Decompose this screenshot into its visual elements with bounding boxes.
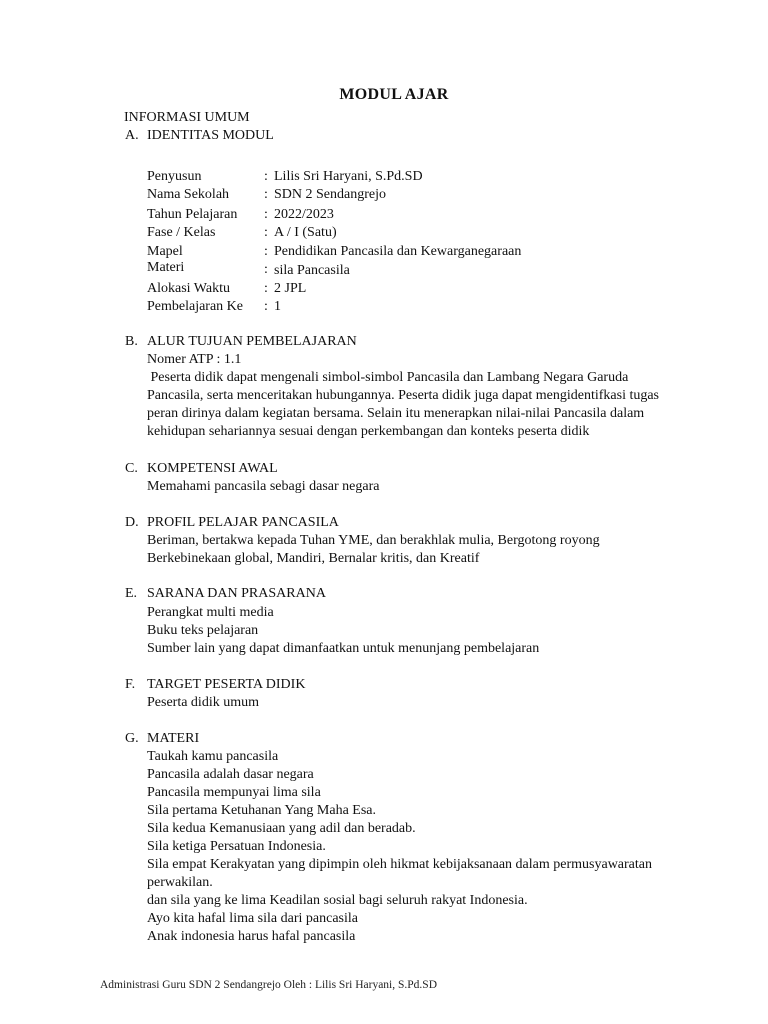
section-a-letter: A. xyxy=(125,128,139,143)
body-line: Anak indonesia harus hafal pancasila xyxy=(147,929,356,944)
body-line: Perangkat multi media xyxy=(147,605,274,620)
body-line: Pancasila mempunyai lima sila xyxy=(147,785,321,800)
body-line: kehidupan sehariannya sesuai dengan perkembangan dan konteks peserta didik xyxy=(147,424,590,439)
atp-number: Nomer ATP : 1.1 xyxy=(147,352,242,367)
identitas-colon: : xyxy=(264,262,268,277)
section-g-letter: G. xyxy=(125,731,139,746)
section-f-title: TARGET PESERTA DIDIK xyxy=(147,677,306,692)
identitas-value: 2 JPL xyxy=(274,281,307,296)
identitas-value: 1 xyxy=(274,299,281,314)
section-e-letter: E. xyxy=(125,586,138,601)
identitas-colon: : xyxy=(264,281,268,296)
page-footer: Administrasi Guru SDN 2 Sendangrejo Oleh : Lilis Sri Haryani, S.Pd.SD xyxy=(100,979,437,991)
section-c-letter: C. xyxy=(125,461,138,476)
identitas-colon: : xyxy=(264,169,268,184)
identitas-label: Mapel xyxy=(147,244,183,259)
identitas-colon: : xyxy=(264,187,268,202)
identitas-value: Pendidikan Pancasila dan Kewarganegaraan xyxy=(274,244,522,259)
body-line: Ayo kita hafal lima sila dari pancasila xyxy=(147,911,358,926)
identitas-label: Materi xyxy=(147,260,185,275)
body-line: Sila empat Kerakyatan yang dipimpin oleh hikmat kebijaksanaan dalam permusyawaratan xyxy=(147,857,652,872)
body-line: Sila kedua Kemanusiaan yang adil dan beradab. xyxy=(147,821,416,836)
section-c-title: KOMPETENSI AWAL xyxy=(147,461,278,476)
identitas-label: Penyusun xyxy=(147,169,202,184)
identitas-colon: : xyxy=(264,207,268,222)
body-line: Taukah kamu pancasila xyxy=(147,749,279,764)
section-d-letter: D. xyxy=(125,515,139,530)
body-line: Pancasila adalah dasar negara xyxy=(147,767,314,782)
identitas-label: Pembelajaran Ke xyxy=(147,299,244,314)
identitas-colon: : xyxy=(264,299,268,314)
section-a-title: IDENTITAS MODUL xyxy=(147,128,274,143)
body-line: Pancasila, serta menceritakan hubungannya. Peserta didik juga dapat mengidentifkasi tugas xyxy=(147,388,660,403)
section-d-title: PROFIL PELAJAR PANCASILA xyxy=(147,515,339,530)
body-line: Sila pertama Ketuhanan Yang Maha Esa. xyxy=(147,803,376,818)
section-b-letter: B. xyxy=(125,334,138,349)
identitas-label: Nama Sekolah xyxy=(147,187,230,202)
identitas-label: Fase / Kelas xyxy=(147,225,216,240)
section-g-title: MATERI xyxy=(147,731,200,746)
body-line: Peserta didik umum xyxy=(147,695,259,710)
page-title: MODUL AJAR xyxy=(339,86,449,103)
identitas-value: Lilis Sri Haryani, S.Pd.SD xyxy=(274,169,423,184)
identitas-value: sila Pancasila xyxy=(274,263,350,278)
identitas-value: SDN 2 Sendangrejo xyxy=(274,187,386,202)
identitas-label: Tahun Pelajaran xyxy=(147,207,238,222)
section-b-title: ALUR TUJUAN PEMBELAJARAN xyxy=(147,334,357,349)
body-line: Berkebinekaan global, Mandiri, Bernalar kritis, dan Kreatif xyxy=(147,551,480,566)
section-e-title: SARANA DAN PRASARANA xyxy=(147,586,326,601)
body-line: perwakilan. xyxy=(147,875,213,890)
body-line: peran dirinya dalam kegiatan bersama. Selain itu menerapkan nilai-nilai Pancasila dalam xyxy=(147,406,645,421)
body-line: dan sila yang ke lima Keadilan sosial bagi seluruh rakyat Indonesia. xyxy=(147,893,528,908)
body-line: Beriman, bertakwa kepada Tuhan YME, dan berakhlak mulia, Bergotong royong xyxy=(147,533,600,548)
body-line: Peserta didik dapat mengenali simbol-simbol Pancasila dan Lambang Negara Garuda xyxy=(147,370,629,385)
body-line: Buku teks pelajaran xyxy=(147,623,259,638)
informasi-umum-heading: INFORMASI UMUM xyxy=(124,110,250,125)
identitas-label: Alokasi Waktu xyxy=(147,281,230,296)
identitas-value: 2022/2023 xyxy=(274,207,334,222)
body-line: Sila ketiga Persatuan Indonesia. xyxy=(147,839,326,854)
identitas-value: A / I (Satu) xyxy=(274,225,337,240)
body-line: Memahami pancasila sebagi dasar negara xyxy=(147,479,380,494)
section-f-letter: F. xyxy=(125,677,136,692)
identitas-colon: : xyxy=(264,244,268,259)
body-line: Sumber lain yang dapat dimanfaatkan untuk menunjang pembelajaran xyxy=(147,641,540,656)
identitas-colon: : xyxy=(264,225,268,240)
